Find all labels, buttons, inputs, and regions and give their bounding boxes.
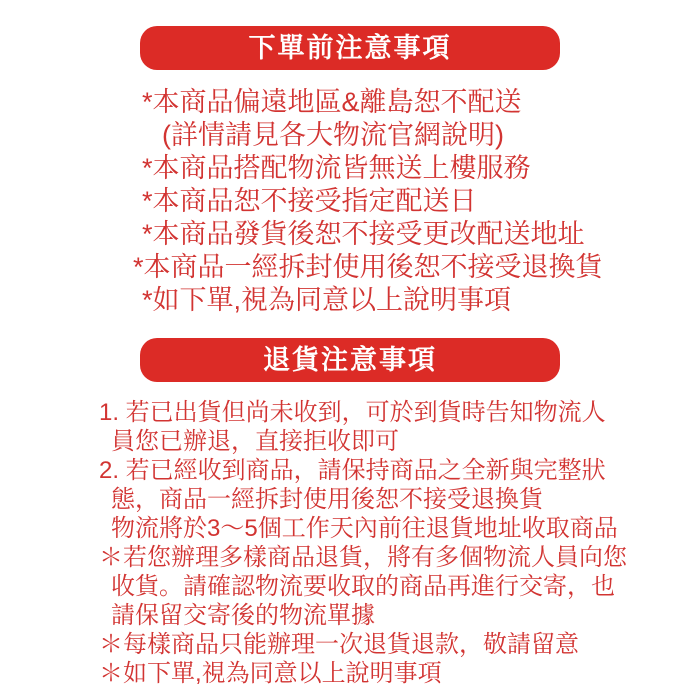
notice-line: *本商品偏遠地區&離島恕不配送 [142, 87, 522, 117]
returns-notice-banner: 退貨注意事項 [140, 338, 560, 382]
notice-line: *本商品發貨後恕不接受更改配送地址 [142, 219, 585, 249]
notice-line: 1. 若已出貨但尚未收到，可於到貨時告知物流人 [99, 399, 606, 426]
notice-line: *如下單,視為同意以上說明事項 [142, 285, 512, 315]
notice-line: ＊如下單,視為同意以上說明事項 [99, 660, 442, 687]
notice-line: 物流將於3～5個工作天內前往退貨地址收取商品 [111, 515, 618, 542]
notice-line: ＊每樣商品只能辦理一次退貨退款，敬請留意 [99, 631, 579, 658]
returns-notice-list [0, 398, 700, 688]
notice-line: 收貨。請確認物流要收取的商品再進行交寄，也 [111, 573, 615, 600]
notice-line: 員您已辦退，直接拒收即可 [111, 428, 399, 455]
notice-line: *本商品一經拆封使用後恕不接受退換貨 [133, 252, 603, 282]
notice-line: (詳情請見各大物流官網說明) [162, 120, 504, 150]
notice-line: *本商品恕不接受指定配送日 [142, 186, 477, 216]
notice-line: 請保留交寄後的物流單據 [111, 602, 375, 629]
notice-line: ＊若您辦理多樣商品退貨，將有多個物流人員向您 [99, 544, 627, 571]
pre-order-notice-banner: 下單前注意事項 [140, 26, 560, 70]
pre-order-notice-list [0, 86, 700, 317]
notice-line: 2. 若已經收到商品，請保持商品之全新與完整狀 [99, 457, 606, 484]
notice-line: *本商品搭配物流皆無送上樓服務 [142, 153, 531, 183]
notice-line: 態，商品一經拆封使用後恕不接受退換貨 [111, 486, 543, 513]
